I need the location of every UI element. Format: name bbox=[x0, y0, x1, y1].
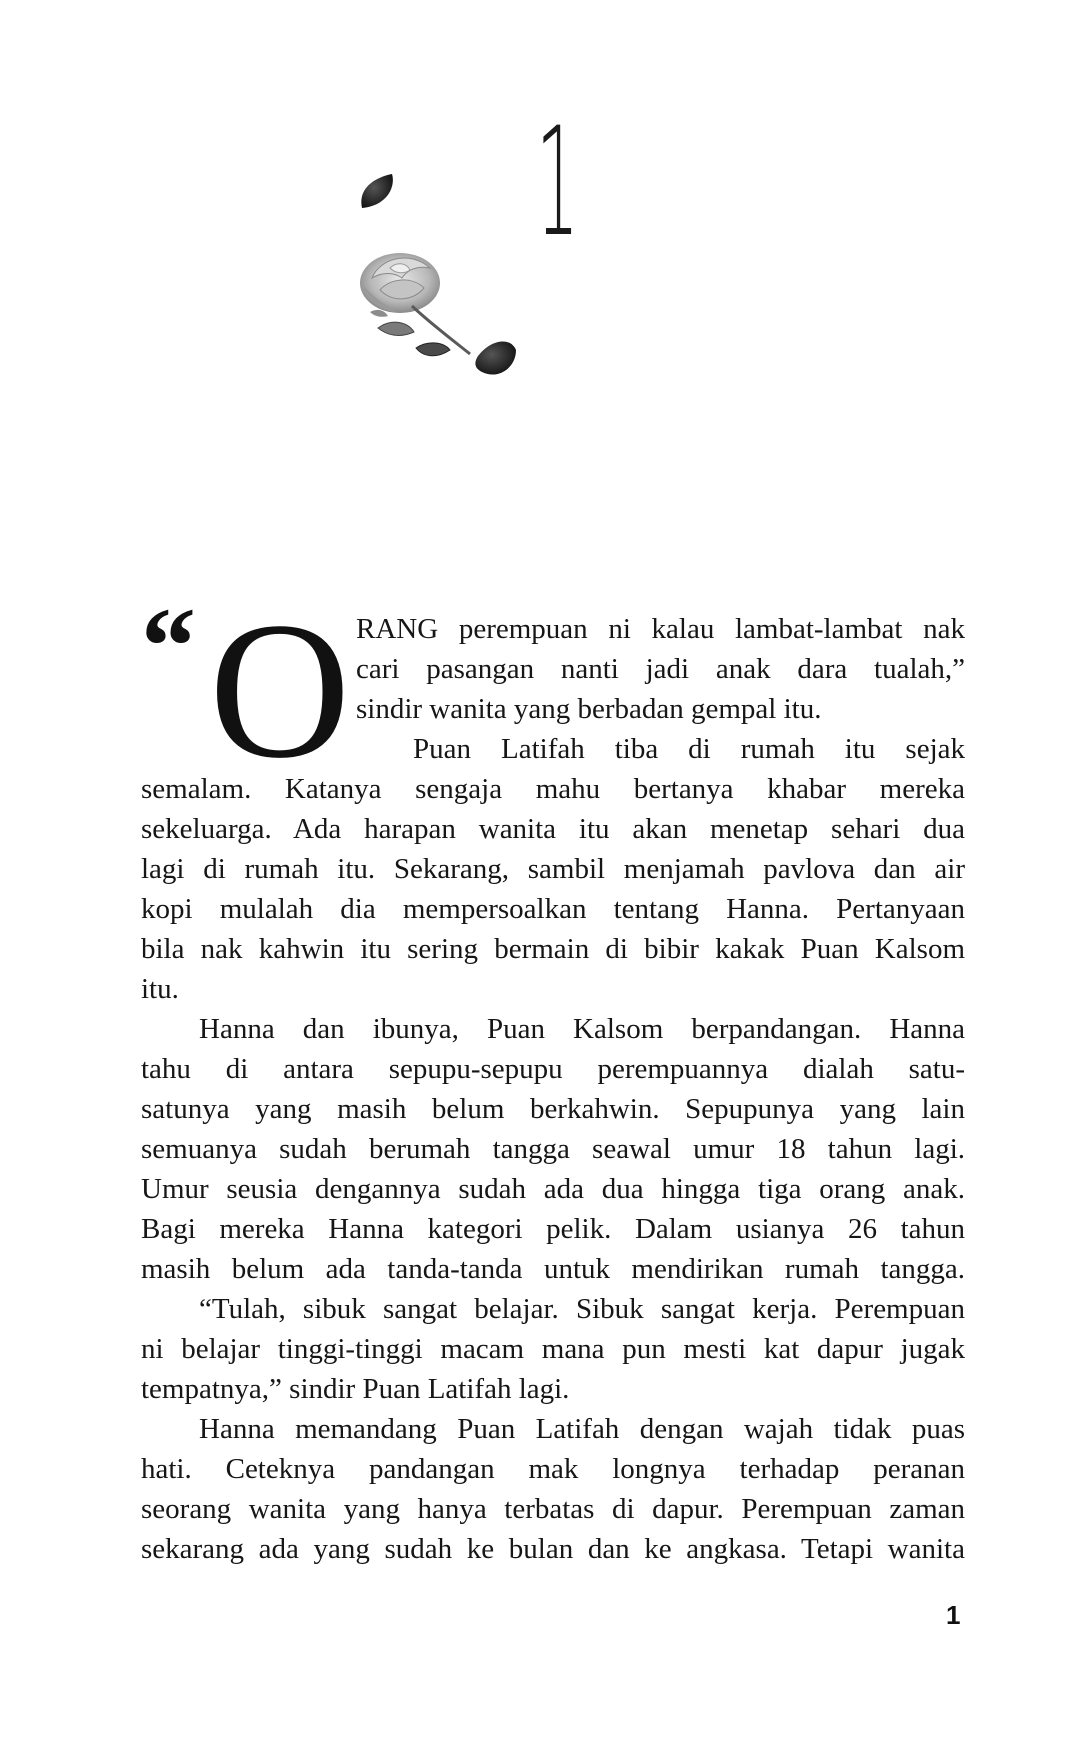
body-line: hati. Ceteknya pandangan mak longnya terhadap peranan bbox=[141, 1453, 965, 1485]
body-line: Bagi mereka Hanna kategori pelik. Dalam usianya 26 tahun bbox=[141, 1213, 965, 1245]
body-line: sekarang ada yang sudah ke bulan dan ke angkasa. Tetapi wanita bbox=[141, 1533, 965, 1565]
chapter-number: 1 bbox=[536, 96, 579, 270]
body-line: tempatnya,” sindir Puan Latifah lagi. bbox=[141, 1373, 570, 1405]
body-line: Hanna dan ibunya, Puan Kalsom berpandangan. Hanna bbox=[199, 1013, 965, 1045]
chapter-body bbox=[141, 582, 965, 1569]
body-line: seorang wanita yang hanya terbatas di dapur. Perempuan zaman bbox=[141, 1493, 965, 1525]
body-line: kopi mulalah dia mempersoalkan tentang Hanna. Pertanyaan bbox=[141, 893, 965, 925]
body-line: RANG perempuan ni kalau lambat-lambat nak bbox=[356, 613, 965, 645]
body-line: semalam. Katanya sengaja mahu bertanya khabar mereka bbox=[141, 773, 965, 805]
body-line: Umur seusia dengannya sudah ada dua hingga tiga orang anak. bbox=[141, 1173, 965, 1205]
body-line: lagi di rumah itu. Sekarang, sambil menjamah pavlova dan air bbox=[141, 853, 965, 885]
body-line: “Tulah, sibuk sangat belajar. Sibuk sangat kerja. Perempuan bbox=[199, 1293, 965, 1325]
body-line: Puan Latifah tiba di rumah itu sejak bbox=[413, 733, 965, 765]
body-line: cari pasangan nanti jadi anak dara tualah,” bbox=[356, 653, 965, 685]
drop-cap-letter: O bbox=[209, 582, 351, 799]
body-line: sindir wanita yang berbadan gempal itu. bbox=[356, 693, 822, 725]
page-number: 1 bbox=[946, 1600, 961, 1630]
body-line: bila nak kahwin itu sering bermain di bibir kakak Puan Kalsom bbox=[141, 933, 965, 965]
body-line: sekeluarga. Ada harapan wanita itu akan menetap sehari dua bbox=[141, 813, 965, 845]
body-line: itu. bbox=[141, 973, 179, 1005]
drop-quote-mark: “ bbox=[141, 585, 196, 707]
body-line: masih belum ada tanda-tanda untuk mendirikan rumah tangga. bbox=[141, 1253, 965, 1285]
body-line: Hanna memandang Puan Latifah dengan wajah tidak puas bbox=[199, 1413, 965, 1445]
body-line: semuanya sudah berumah tangga seawal umur 18 tahun lagi. bbox=[141, 1133, 965, 1165]
body-line: ni belajar tinggi-tinggi macam mana pun mesti kat dapur jugak bbox=[141, 1333, 965, 1365]
body-line: satunya yang masih belum berkahwin. Sepupunya yang lain bbox=[141, 1093, 965, 1125]
body-line: tahu di antara sepupu-sepupu perempuannya dialah satu- bbox=[141, 1053, 965, 1085]
